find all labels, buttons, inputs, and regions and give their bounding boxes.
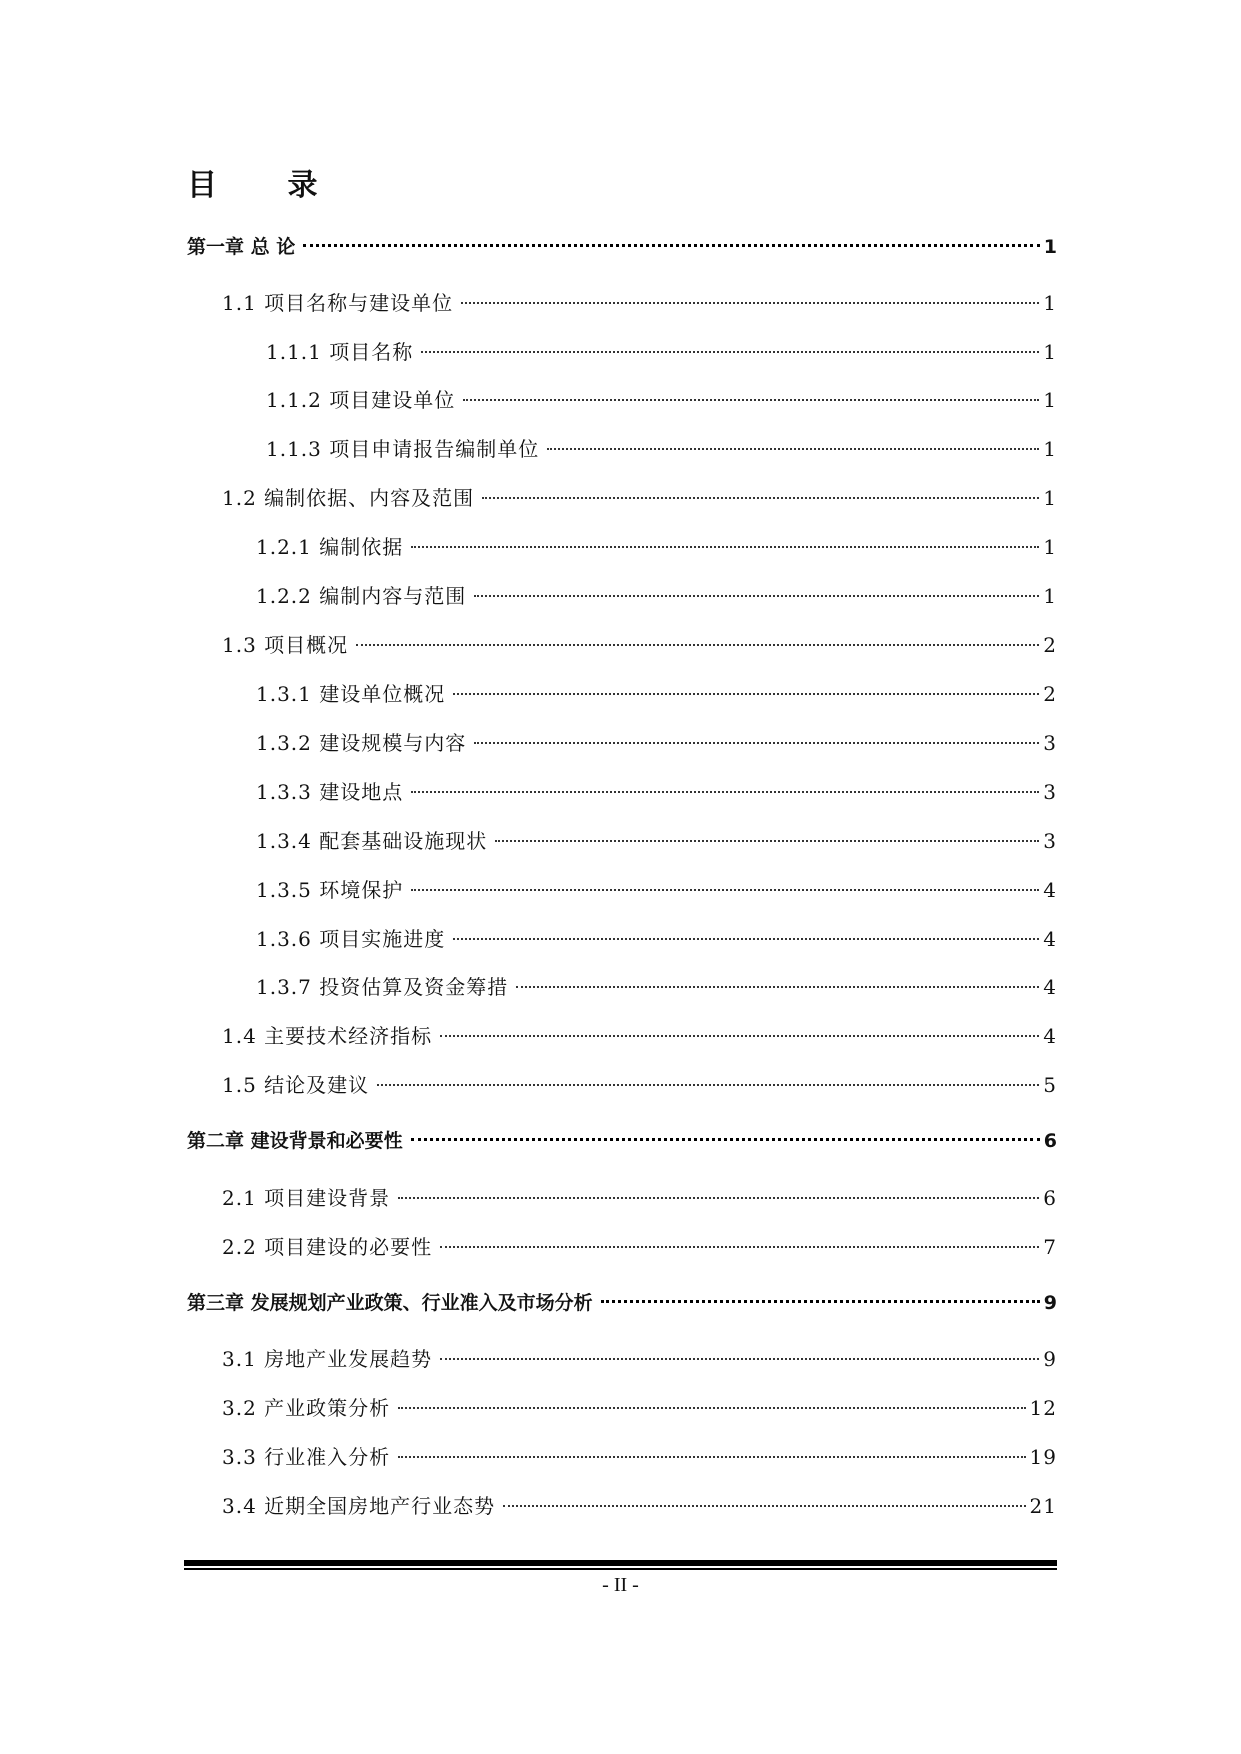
dot-leader: [516, 986, 1039, 988]
toc-entry-label: 1.2 编制依据、内容及范围: [222, 486, 475, 510]
dot-leader: [411, 1138, 1040, 1141]
dot-leader: [303, 244, 1040, 247]
toc-entry-label: 2.2 项目建设的必要性: [222, 1235, 433, 1259]
toc-entry-label: 1.3 项目概况: [222, 633, 349, 657]
dot-leader: [463, 399, 1039, 401]
toc-entry-page: 1: [1043, 437, 1057, 461]
dot-leader: [495, 840, 1039, 842]
toc-entry-page: 12: [1029, 1396, 1057, 1420]
toc-entry-section[interactable]: [222, 1070, 1057, 1100]
dot-leader: [453, 693, 1039, 695]
toc-entry-subsection[interactable]: [256, 924, 1057, 954]
dot-leader: [421, 351, 1039, 353]
dot-leader: [398, 1456, 1025, 1458]
toc-entry-page: 1: [1043, 584, 1057, 608]
toc-title: 目 录: [187, 168, 348, 203]
toc-entry-chapter[interactable]: [187, 1288, 1057, 1318]
toc-entry-section[interactable]: [222, 1393, 1057, 1423]
toc-entry-label: 3.2 产业政策分析: [222, 1396, 391, 1420]
toc-entry-page: 3: [1043, 731, 1057, 755]
toc-entry-label: 1.3.6 项目实施进度: [256, 927, 446, 951]
toc-entry-subsection[interactable]: [256, 777, 1057, 807]
dot-leader: [440, 1246, 1039, 1248]
toc-entry-section[interactable]: [222, 483, 1057, 513]
page-number: - II -: [602, 1574, 639, 1596]
toc-entry-page: 5: [1043, 1073, 1057, 1097]
toc-entry-label: 1.5 结论及建议: [222, 1073, 370, 1097]
toc-entry-section[interactable]: [222, 1344, 1057, 1374]
toc-entry-subsection[interactable]: [256, 679, 1057, 709]
toc-entry-label: 1.1 项目名称与建设单位: [222, 291, 454, 315]
dot-leader: [411, 889, 1039, 891]
footer-rule-thin: [184, 1568, 1057, 1570]
toc-entry-chapter[interactable]: [187, 232, 1057, 262]
toc-entry-page: 1: [1043, 291, 1057, 315]
toc-entry-page: 1: [1043, 535, 1057, 559]
dot-leader: [474, 742, 1039, 744]
toc-entry-label: 1.3.2 建设规模与内容: [256, 731, 467, 755]
dot-leader: [474, 595, 1039, 597]
toc-entry-section[interactable]: [222, 1021, 1057, 1051]
toc-entry-label: 1.1.3 项目申请报告编制单位: [266, 437, 540, 461]
toc-entry-chapter[interactable]: [187, 1126, 1057, 1156]
toc-entry-page: 1: [1043, 486, 1057, 510]
dot-leader: [411, 546, 1039, 548]
toc-entry-label: 1.1.2 项目建设单位: [266, 388, 456, 412]
dot-leader: [398, 1407, 1025, 1409]
toc-entry-subsection[interactable]: [266, 385, 1057, 415]
dot-leader: [356, 644, 1039, 646]
dot-leader: [601, 1300, 1040, 1303]
toc-entry-section[interactable]: [222, 1442, 1057, 1472]
toc-entry-page: 6: [1043, 1186, 1057, 1210]
toc-entry-label: 1.2.2 编制内容与范围: [256, 584, 467, 608]
toc-entry-page: 9: [1043, 1347, 1057, 1371]
toc-entry-subsection[interactable]: [256, 532, 1057, 562]
dot-leader: [503, 1505, 1025, 1507]
dot-leader: [411, 791, 1039, 793]
toc-entry-page: 1: [1043, 388, 1057, 412]
toc-entry-subsection[interactable]: [256, 728, 1057, 758]
toc-entry-page: 21: [1029, 1494, 1057, 1518]
toc-entry-label: 1.1.1 项目名称: [266, 340, 414, 364]
toc-entry-label: 1.3.3 建设地点: [256, 780, 404, 804]
toc-entry-label: 第三章 发展规划产业政策、行业准入及市场分析: [187, 1292, 593, 1314]
toc-entry-page: 19: [1029, 1445, 1057, 1469]
toc-entry-subsection[interactable]: [256, 972, 1057, 1002]
footer-rule-thick: [184, 1560, 1057, 1566]
dot-leader: [377, 1084, 1039, 1086]
toc-entry-page: 7: [1043, 1235, 1057, 1259]
toc-entry-page: 9: [1043, 1292, 1057, 1314]
toc-entry-label: 3.1 房地产业发展趋势: [222, 1347, 433, 1371]
toc-entry-label: 3.4 近期全国房地产行业态势: [222, 1494, 496, 1518]
toc-entry-page: 4: [1043, 1024, 1057, 1048]
toc-entry-label: 第二章 建设背景和必要性: [187, 1130, 403, 1152]
toc-entry-page: 3: [1043, 780, 1057, 804]
toc-entry-page: 4: [1043, 975, 1057, 999]
toc-entry-page: 1: [1043, 340, 1057, 364]
dot-leader: [461, 302, 1039, 304]
toc-entry-subsection[interactable]: [256, 826, 1057, 856]
toc-entry-section[interactable]: [222, 630, 1057, 660]
dot-leader: [440, 1358, 1039, 1360]
toc-entry-label: 1.3.4 配套基础设施现状: [256, 829, 488, 853]
toc-entry-label: 第一章 总 论: [187, 236, 296, 258]
toc-entry-subsection[interactable]: [256, 875, 1057, 905]
toc-entry-section[interactable]: [222, 1491, 1057, 1521]
dot-leader: [547, 448, 1039, 450]
toc-entry-label: 1.3.5 环境保护: [256, 878, 404, 902]
toc-entry-label: 1.3.7 投资估算及资金筹措: [256, 975, 509, 999]
toc-entry-page: 3: [1043, 829, 1057, 853]
toc-entry-page: 4: [1043, 927, 1057, 951]
toc-entry-section[interactable]: [222, 288, 1057, 318]
toc-entry-page: 2: [1043, 682, 1057, 706]
dot-leader: [453, 938, 1039, 940]
toc-entry-subsection[interactable]: [256, 581, 1057, 611]
dot-leader: [482, 497, 1039, 499]
toc-entry-label: 1.4 主要技术经济指标: [222, 1024, 433, 1048]
toc-entry-label: 1.2.1 编制依据: [256, 535, 404, 559]
dot-leader: [398, 1197, 1039, 1199]
toc-entry-subsection[interactable]: [266, 337, 1057, 367]
toc-entry-section[interactable]: [222, 1232, 1057, 1262]
toc-entry-page: 4: [1043, 878, 1057, 902]
toc-entry-label: 2.1 项目建设背景: [222, 1186, 391, 1210]
dot-leader: [440, 1035, 1039, 1037]
toc-entry-label: 1.3.1 建设单位概况: [256, 682, 446, 706]
toc-entry-page: 6: [1043, 1130, 1057, 1152]
toc-entry-label: 3.3 行业准入分析: [222, 1445, 391, 1469]
toc-entry-page: 1: [1043, 236, 1057, 258]
toc-entry-subsection[interactable]: [266, 434, 1057, 464]
toc-entry-section[interactable]: [222, 1183, 1057, 1213]
toc-entry-page: 2: [1043, 633, 1057, 657]
